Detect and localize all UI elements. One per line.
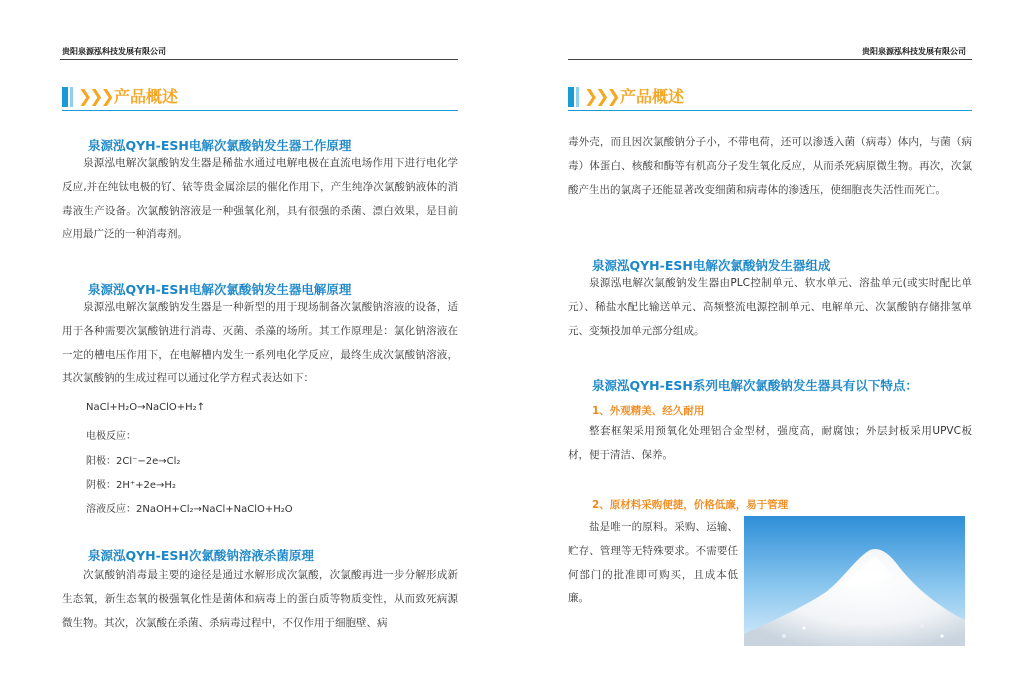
- bar-block: [568, 87, 574, 107]
- feature-2-title: 2、原材料采购便捷，价格低廉，易于管理: [592, 499, 789, 511]
- electrode-reaction-label: 电极反应：: [86, 431, 136, 442]
- feature-2-text: 盐是唯一的原料。采购、运输、贮存、管理等无特殊要求。不需要任何部门的批准即可购买，且成本低廉。: [568, 521, 738, 605]
- heading-features: 泉源泓QYH-ESH系列电解次氯酸钠发生器具有以下特点：: [592, 378, 918, 393]
- paragraph-working-principle: 泉源泓电解次氯酸钠发生器是稀盐水通过电解电极在直流电场作用下进行电化学反应,并在纯钛电极的钌、铱等贵金属涂层的催化作用下，产生纯净次氯酸钠液体的消毒液生产设备。次氯酸钠溶液是一种强氧化剂，具有很强的杀菌、漂白效果，是目前应用最广泛的一种消毒剂。: [62, 157, 458, 241]
- heading-composition: 泉源泓QYH-ESH电解次氯酸钠发生器组成: [592, 258, 831, 273]
- paragraph-composition: 泉源泓电解次氯酸钠发生器由PLC控制单元、软水单元、溶盐单元(或实时配比单元）、稀盐水配比输送单元、高频整流电源控制单元、电解单元、次氯酸钠存储排氢单元、变频投加单元部分组成。: [568, 277, 972, 337]
- feature-1-text: 整套框架采用预氧化处理铝合金型材，强度高，耐腐蚀；外层封板采用UPVC板材，便于清洁、保养。: [568, 425, 972, 461]
- paragraph-sterilization-continued: 毒外壳，而且因次氯酸钠分子小，不带电荷，还可以渗透入菌（病毒）体内，与菌（病毒）体蛋白、核酸和酶等有机高分子发生氧化反应，从而杀死病原微生物。再次，次氯酸产生出的氯离子还能显著改变细菌和病毒体的渗透压，使细胞丧失活性而死亡。: [568, 136, 972, 196]
- solution-reaction: 溶液反应：2NaOH+Cl₂→NaCl+NaClO+H₂O: [86, 504, 293, 515]
- anode-reaction: 阳极：2Cl⁻−2e→Cl₂: [86, 456, 181, 467]
- header-divider: [568, 59, 972, 60]
- section-bar: [62, 85, 458, 109]
- section-underline: [62, 110, 458, 111]
- header-divider: [60, 59, 458, 60]
- bar-block-light: [576, 87, 579, 107]
- heading-working-principle: 泉源泓QYH-ESH电解次氯酸钠发生器工作原理: [88, 138, 352, 153]
- paragraph-sterilization-principle: 次氯酸钠消毒最主要的途径是通过水解形成次氯酸，次氯酸再进一步分解形成新生态氧，新生态氧的极强氧化性是菌体和病毒上的蛋白质等物质变性，从而致死病源微生物。其次，次氯酸在杀菌、杀病毒过程中，不仅作用于细胞壁、病: [62, 569, 458, 629]
- bar-block-light: [70, 87, 73, 107]
- equation-main: NaCl+H₂O→NaClO+H₂↑: [86, 402, 206, 413]
- bar-block: [62, 87, 68, 107]
- company-name-header: 贵阳泉源泓科技发展有限公司: [62, 47, 166, 56]
- chevron-right-icon: ❯❯❯: [78, 87, 112, 107]
- feature-1-title: 1、外观精美、经久耐用: [592, 405, 705, 417]
- salt-pile-image: [744, 516, 965, 646]
- paragraph-electrolysis-principle: 泉源泓电解次氯酸钠发生器是一种新型的用于现场制备次氯酸钠溶液的设备，适用于各种需要次氯酸钠进行消毒、灭菌、杀藻的场所。其工作原理是：氯化钠溶液在一定的槽电压作用下，在电解槽内发生一系列电化学反应，最终生成次氯酸钠溶液，其次氯酸钠的生成过程可以通过化学方程式表达如下：: [62, 301, 458, 385]
- section-title: 产品概述: [114, 87, 179, 106]
- right-page: [512, 0, 1024, 699]
- heading-sterilization-principle: 泉源泓QYH-ESH次氯酸钠溶液杀菌原理: [88, 548, 314, 563]
- company-name-header: 贵阳泉源泓科技发展有限公司: [862, 47, 966, 56]
- cathode-reaction: 阴极：2H⁺+2e→H₂: [86, 480, 176, 491]
- section-underline: [568, 110, 972, 111]
- section-bar: [568, 85, 972, 109]
- chevron-right-icon: ❯❯❯: [584, 87, 618, 107]
- section-title: 产品概述: [620, 87, 685, 106]
- heading-electrolysis-principle: 泉源泓QYH-ESH电解次氯酸钠发生器电解原理: [88, 282, 352, 297]
